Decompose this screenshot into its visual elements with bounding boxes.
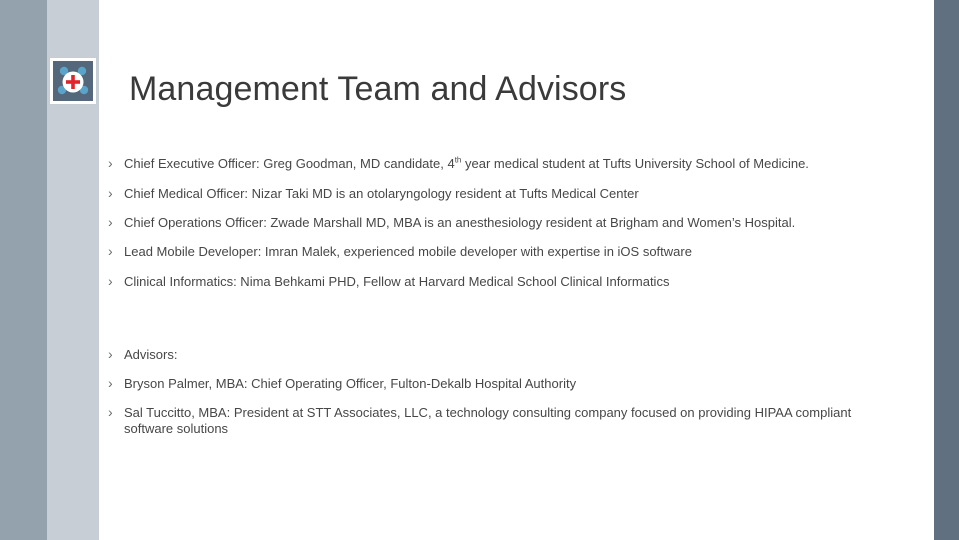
bullet-text: Advisors: — [124, 347, 178, 362]
bullet-cmo — [108, 186, 868, 202]
bullet-text: Chief Operations Officer: Zwade Marshall MD, MBA is an anesthesiology resident at Brigham and Women’s Hospital. — [124, 215, 796, 230]
bullet-advisor-palmer — [108, 376, 868, 392]
bullet-marker: › — [108, 214, 113, 230]
bullet-marker: › — [108, 346, 113, 362]
bullet-ceo — [108, 156, 868, 172]
bullet-text: Bryson Palmer, MBA: Chief Operating Officer, Fulton-Dekalb Hospital Authority — [124, 376, 577, 391]
bullet-marker: › — [108, 155, 113, 171]
bullet-clinical-informatics — [108, 274, 868, 290]
bullet-coo — [108, 215, 868, 231]
bullet-text: Chief Executive Officer: Greg Goodman, MD candidate, 4th year medical student at Tufts University School of Medicine. — [124, 155, 809, 171]
bullet-text: Lead Mobile Developer: Imran Malek, experienced mobile developer with expertise in iOS software — [124, 244, 692, 259]
left-outer-band — [0, 0, 47, 540]
bullet-marker: › — [108, 375, 113, 391]
bullet-text: Chief Medical Officer: Nizar Taki MD is an otolaryngology resident at Tufts Medical Center — [124, 186, 639, 201]
bullet-text: Sal Tuccitto, MBA: President at STT Associates, LLC, a technology consulting company focused on providing HIPAA compliant software solutions — [124, 405, 852, 436]
bullet-marker: › — [108, 185, 113, 201]
medical-cross-people-logo-icon — [53, 61, 93, 101]
logo-frame — [49, 57, 97, 105]
slide-title: Management Team and Advisors — [129, 70, 627, 108]
right-band — [934, 0, 959, 540]
bullet-marker: › — [108, 404, 113, 420]
bullet-text: Clinical Informatics: Nima Behkami PHD, Fellow at Harvard Medical School Clinical Informatics — [124, 274, 670, 289]
logo — [53, 61, 93, 101]
bullet-marker: › — [108, 243, 113, 259]
bullet-marker: › — [108, 273, 113, 289]
bullet-advisor-tuccitto — [108, 405, 868, 437]
bullet-mobile-dev — [108, 244, 868, 260]
bullet-advisors-heading — [108, 347, 868, 363]
